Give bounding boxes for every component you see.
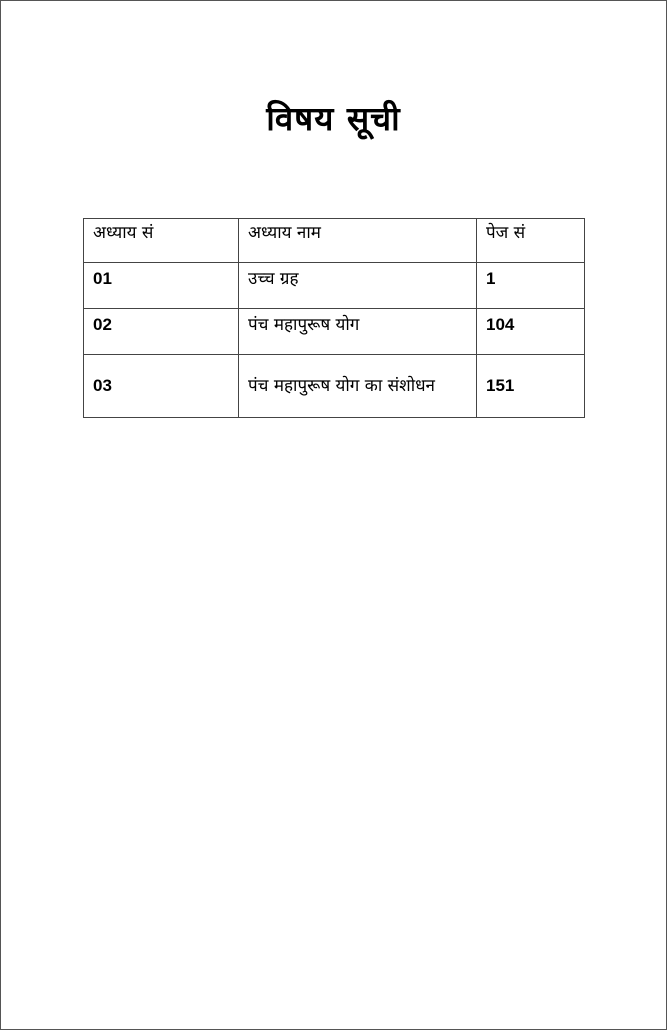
page-number: 104 bbox=[477, 309, 585, 355]
table-of-contents bbox=[83, 218, 585, 418]
header-chapter-name: अध्याय नाम bbox=[239, 219, 477, 263]
chapter-number: 02 bbox=[84, 309, 239, 355]
chapter-number: 03 bbox=[84, 355, 239, 418]
header-page-number: पेज सं bbox=[477, 219, 585, 263]
chapter-name: पंच महापुरूष योग bbox=[239, 309, 477, 355]
page-title: विषय सूची bbox=[266, 99, 401, 138]
page-number: 1 bbox=[477, 263, 585, 309]
chapter-name: उच्च ग्रह bbox=[239, 263, 477, 309]
page-number: 151 bbox=[477, 355, 585, 418]
chapter-name: पंच महापुरूष योग का संशोधन bbox=[239, 355, 477, 418]
table-row bbox=[84, 309, 585, 355]
chapter-number: 01 bbox=[84, 263, 239, 309]
header-chapter-number: अध्याय सं bbox=[84, 219, 239, 263]
table-row bbox=[84, 355, 585, 418]
table-header-row bbox=[84, 219, 585, 263]
table-row bbox=[84, 263, 585, 309]
